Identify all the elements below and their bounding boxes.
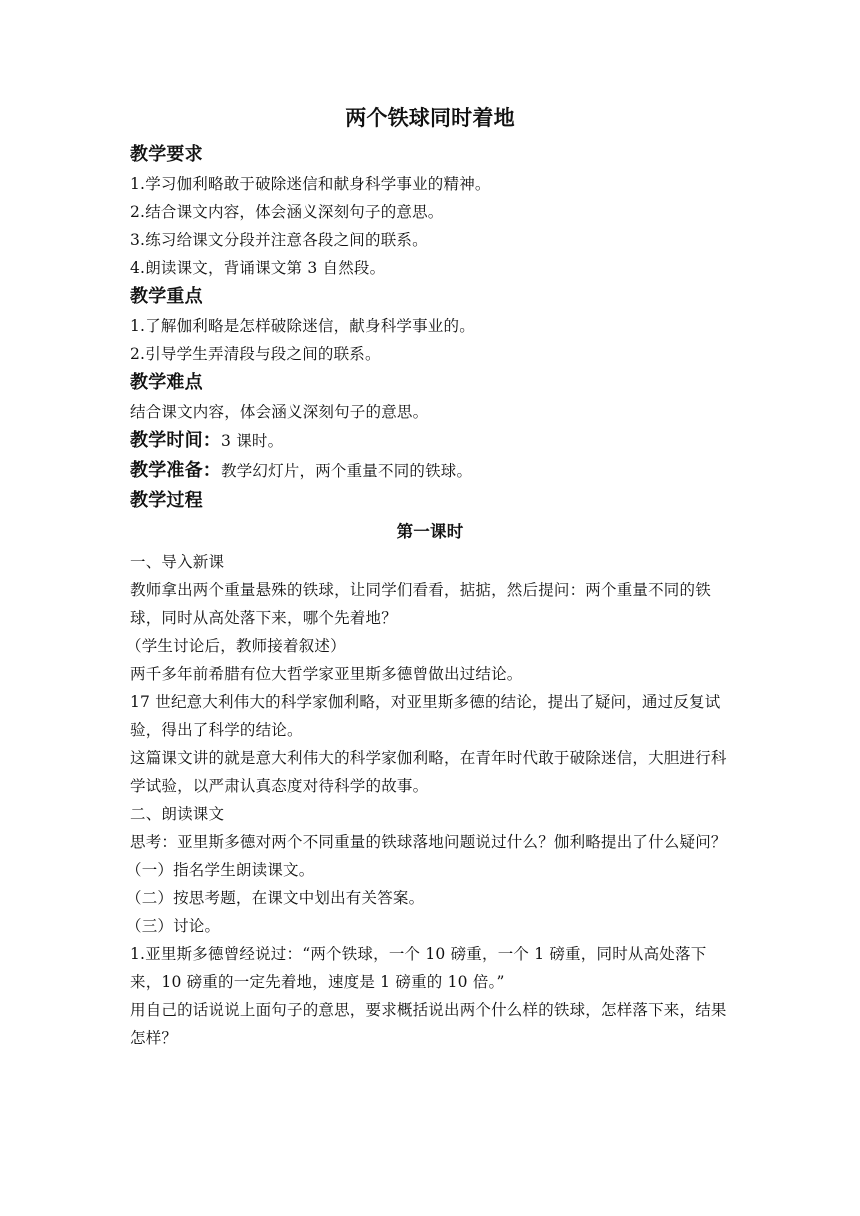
paragraph: （三）讨论。 [126,917,221,935]
section-heading: 二、朗读课文 [130,805,225,823]
process-heading: 教学过程 [130,490,203,511]
teaching-preparation-value: 教学幻灯片，两个重量不同的铁球。 [221,462,473,480]
paragraph: 这篇课文讲的就是意大利伟大的科学家伽利略，在青年时代敢于破除迷信，大胆进行科学试验，以严肃认真态度对待科学的故事。 [130,749,727,795]
paragraph: 教师拿出两个重量悬殊的铁球，让同学们看看，掂掂，然后提问：两个重量不同的铁球，同时从高处落下来，哪个先着地？ [130,581,711,627]
requirements-heading: 教学要求 [130,144,203,165]
requirement-item: 4.朗读课文，背诵课文第 3 自然段。 [130,259,386,277]
difficulty-text: 结合课文内容，体会涵义深刻句子的意思。 [130,403,429,421]
teaching-time [130,426,730,456]
paragraph: （一）指名学生朗读课文。 [126,861,315,879]
key-points-heading: 教学重点 [130,286,203,307]
requirement-item: 1.学习伽利略敢于破除迷信和献身科学事业的精神。 [130,175,491,193]
requirements-section [130,140,730,282]
section-heading: 一、导入新课 [130,553,225,571]
teaching-time-label: 教学时间： [130,430,221,451]
process-section [126,486,730,1052]
difficulty-heading: 教学难点 [130,372,203,393]
paragraph: （学生讨论后，教师接着叙述） [126,637,346,655]
difficulty-section [130,368,730,426]
paragraph: 两千多年前希腊有位大哲学家亚里斯多德曾做出过结论。 [130,665,523,683]
document-title: 两个铁球同时着地 [345,106,515,130]
key-point-item: 1.了解伽利略是怎样破除迷信，献身科学事业的。 [130,317,475,335]
requirement-item: 2.结合课文内容，体会涵义深刻句子的意思。 [130,203,444,221]
paragraph: 17 世纪意大利伟大的科学家伽利略，对亚里斯多德的结论，提出了疑问，通过反复试验，得出了科学的结论。 [130,693,721,739]
requirement-item: 3.练习给课文分段并注意各段之间的联系。 [130,231,428,249]
teaching-time-value: 3 课时。 [221,432,284,450]
key-points-section [130,282,730,368]
document-page [126,96,730,1052]
paragraph: （二）按思考题，在课文中划出有关答案。 [126,889,425,907]
paragraph: 1.亚里斯多德曾经说过：“两个铁球，一个 10 磅重，一个 1 磅重，同时从高处落下来，10 磅重的一定先着地，速度是 1 磅重的 10 倍。” [130,945,707,991]
paragraph: 思考：亚里斯多德对两个不同重量的铁球落地问题说过什么？伽利略提出了什么疑问？ [130,833,727,851]
paragraph: 用自己的话说说上面句子的意思，要求概括说出两个什么样的铁球，怎样落下来，结果怎样？ [130,1001,727,1047]
teaching-preparation [130,456,730,486]
key-point-item: 2.引导学生弄清段与段之间的联系。 [130,345,381,363]
lesson-title: 第一课时 [396,522,464,541]
teaching-preparation-label: 教学准备： [130,460,221,481]
